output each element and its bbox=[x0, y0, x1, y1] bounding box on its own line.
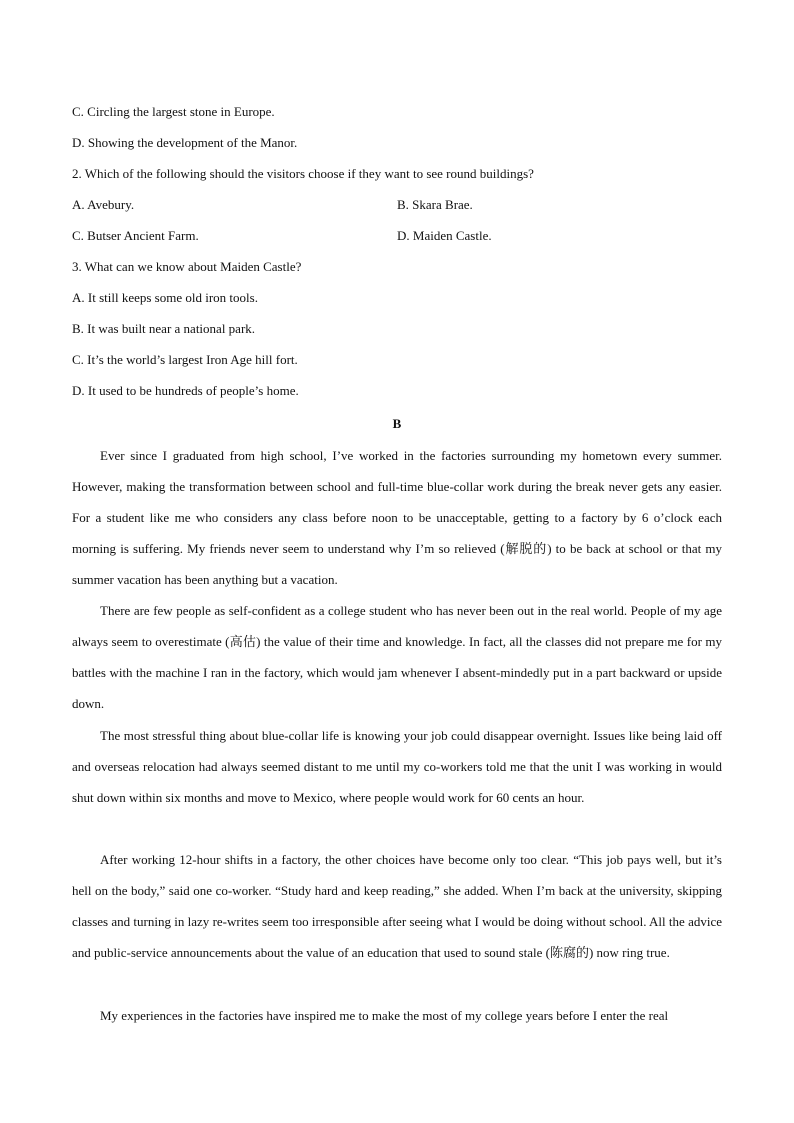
option-1c: C. Circling the largest stone in Europe. bbox=[72, 104, 275, 119]
paragraph-2: There are few people as self-confident as a college student who has never been out in the real world. People of my age always seem to overestimate (高估) the value of their time and knowledge. In fact, all the classes did not prepare me for my battles with the machine I ran in the factory, which would jam whenever I absent-mindedly put in a part backward or upside down. bbox=[72, 603, 722, 712]
option-2a: A. Avebury. bbox=[72, 197, 135, 212]
option-3b: B. It was built near a national park. bbox=[72, 321, 256, 336]
question-3: 3. What can we know about Maiden Castle? bbox=[72, 259, 302, 274]
section-heading: B bbox=[392, 416, 402, 431]
paragraph-4: After working 12-hour shifts in a factory, the other choices have become only too clear. “This job pays well, but it’s hell on the body,” said one co-worker. “Study hard and keep reading,” she added. When I’m back at the university, skipping classes and turning in lazy re-writes seem too irresponsible after seeing what I would be doing without school. All the advice and public-service announcements about the value of an education that used to sound stale (陈腐的) now ring true. bbox=[72, 852, 722, 961]
option-3c: C. It’s the world’s largest Iron Age hill fort. bbox=[72, 352, 298, 367]
option-2c: C. Butser Ancient Farm. bbox=[72, 228, 199, 243]
option-1d: D. Showing the development of the Manor. bbox=[72, 135, 298, 150]
question-2: 2. Which of the following should the visitors choose if they want to see round buildings? bbox=[72, 166, 534, 181]
option-2b: B. Skara Brae. bbox=[397, 197, 473, 212]
option-3a: A. It still keeps some old iron tools. bbox=[72, 290, 258, 305]
paragraph-3: The most stressful thing about blue-collar life is knowing your job could disappear overnight. Issues like being laid off and overseas relocation had always seemed distant to me until my co-workers told me that the unit I was working in would shut down within six months and move to Mexico, where people would work for 60 cents an hour. bbox=[72, 728, 722, 806]
paragraph-1: Ever since I graduated from high school, I’ve worked in the factories surrounding my hometown every summer. However, making the transformation between school and full-time blue-collar work during the break never gets any easier. For a student like me who considers any class before noon to be unacceptable, getting to a factory by 6 o’clock each morning is suffering. My friends never seem to understand why I’m so relieved (解脱的) to be back at school or that my summer vacation has been anything but a vacation. bbox=[72, 448, 722, 588]
option-2d: D. Maiden Castle. bbox=[397, 228, 492, 243]
option-3d: D. It used to be hundreds of people’s home. bbox=[72, 383, 299, 398]
paragraph-5: My experiences in the factories have inspired me to make the most of my college years before I enter the real bbox=[100, 1008, 669, 1023]
